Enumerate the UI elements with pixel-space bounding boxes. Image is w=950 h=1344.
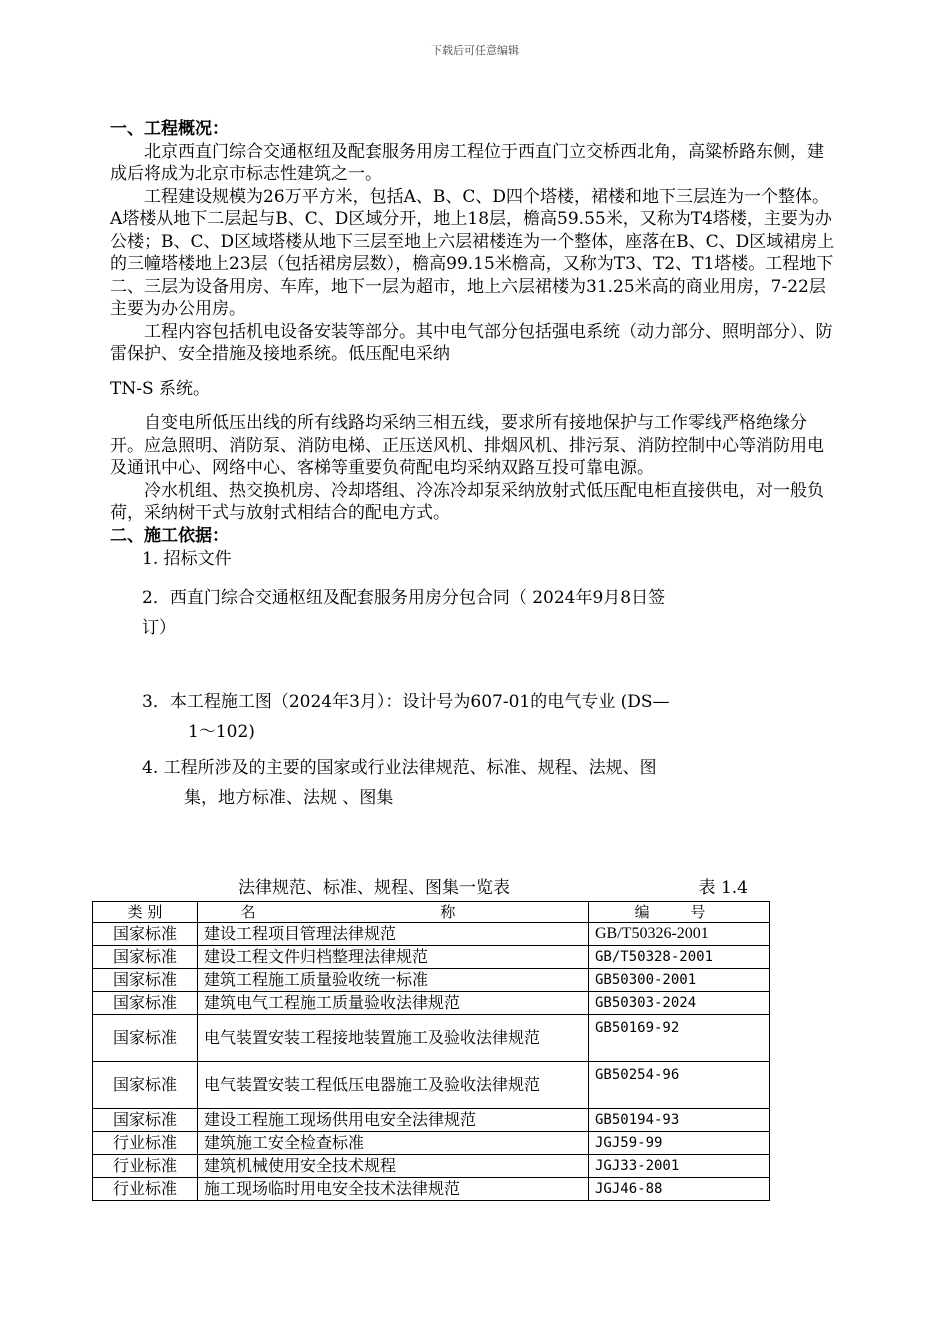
section-2-title: 二、施工依据：	[110, 525, 229, 546]
row-code: GB50303-2024	[589, 992, 770, 1015]
row-name: 建筑工程施工质量验收统一标准	[198, 969, 589, 992]
row-code: GB50169-92	[589, 1015, 770, 1062]
document-body	[110, 118, 840, 813]
table-row	[93, 1015, 770, 1062]
table-row	[93, 969, 770, 992]
basis-item-1: 1. 招标文件	[142, 549, 232, 569]
row-code: JGJ33-2001	[589, 1155, 770, 1178]
row-code: JGJ46-88	[589, 1178, 770, 1201]
basis-item-3	[110, 687, 840, 747]
row-name: 电气装置安装工程低压电器施工及验收法律规范	[198, 1062, 589, 1109]
basis-item-3-line-2: 1～102)	[188, 722, 255, 742]
paragraph-tns: TN-S 系统。	[110, 378, 211, 399]
row-name: 建设工程施工现场供用电安全法律规范	[198, 1109, 589, 1132]
basis-item-4-line-1: 4. 工程所涉及的主要的国家或行业法律规范、标准、规程、法规、图	[142, 758, 657, 778]
row-name: 建筑机械使用安全技术规程	[198, 1155, 589, 1178]
row-name: 建筑施工安全检查标准	[198, 1132, 589, 1155]
row-name: 电气装置安装工程接地装置施工及验收法律规范	[198, 1015, 589, 1062]
paragraph-scope: 工程内容包括机电设备安装等部分。其中电气部分包括强电系统（动力部分、照明部分）、防雷保护、安全措施及接地系统。低压配电采纳	[110, 321, 833, 364]
row-category: 国家标准	[93, 992, 198, 1015]
row-category: 国家标准	[93, 946, 198, 969]
basis-item-2	[110, 583, 840, 643]
row-category: 行业标准	[93, 1132, 198, 1155]
row-code: GB/T50328-2001	[589, 946, 770, 969]
page-header-note: 下载后可任意编辑	[431, 44, 519, 57]
row-category: 国家标准	[93, 1109, 198, 1132]
basis-item-4	[110, 753, 840, 813]
table-row	[93, 1109, 770, 1132]
row-code: GB50254-96	[589, 1062, 770, 1109]
table-row	[93, 992, 770, 1015]
table-row	[93, 1178, 770, 1201]
table-row	[93, 923, 770, 946]
section-1-title: 一、工程概况：	[110, 119, 229, 139]
table-number: 表 1.4	[698, 878, 748, 898]
basis-item-2-line-1: 2．西直门综合交通枢纽及配套服务用房分包合同（ 2024年9月8日签	[142, 588, 666, 608]
row-code: JGJ59-99	[589, 1132, 770, 1155]
paragraph-power-supply: 自变电所低压出线的所有线路均采纳三相五线，要求所有接地保护与工作零线严格绝缘分开。应急照明、消防泵、消防电梯、正压送风机、排烟风机、排污泵、消防控制中心等消防用电及通讯中心、网络中心、客梯等重要负荷配电均采纳双路互投可靠电源。	[110, 413, 824, 478]
basis-item-2-line-2: 订）	[142, 618, 176, 638]
row-category: 国家标准	[93, 969, 198, 992]
table-row	[93, 1132, 770, 1155]
paragraph-location: 北京西直门综合交通枢纽及配套服务用房工程位于西直门立交桥西北角，高粱桥路东侧，建成后将成为北京市标志性建筑之一。	[110, 141, 824, 184]
row-name: 建设工程项目管理法律规范	[198, 923, 589, 946]
table-caption	[238, 876, 758, 900]
table-title: 法律规范、标准、规程、图集一览表	[238, 878, 510, 898]
header-code: 编 号	[589, 902, 770, 923]
paragraph-scale: 工程建设规模为26万平方米，包括A、B、C、D四个塔楼，裙楼和地下三层连为一个整体。A塔楼从地下二层起与B、C、D区域分开，地上18层，檐高59.55米，又称为T4塔楼，主要为办公楼；B、C、D区域塔楼从地下三层至地上六层裙楼连为一个整体，座落在B、C、D区域裙房上的三幢塔楼地上23层（包括裙房层数），檐高99.15米檐高，又称为T3、T2、T1塔楼。工程地下二、三层为设备用房、车库，地下一层为超市，地上六层裙楼为31.25米高的商业用房，7-22层主要为办公用房。	[110, 186, 835, 319]
table-row	[93, 946, 770, 969]
row-code: GB/T50326-2001	[589, 923, 770, 946]
row-category: 国家标准	[93, 1015, 198, 1062]
standards-table	[92, 901, 770, 1201]
row-name: 建设工程文件归档整理法律规范	[198, 946, 589, 969]
row-code: GB50194-93	[589, 1109, 770, 1132]
row-code: GB50300-2001	[589, 969, 770, 992]
row-category: 国家标准	[93, 1062, 198, 1109]
table-header-row	[93, 902, 770, 923]
row-category: 行业标准	[93, 1178, 198, 1201]
basis-item-4-line-2: 集，地方标准、法规 、图集	[184, 788, 394, 808]
table-row	[93, 1062, 770, 1109]
paragraph-distribution: 冷水机组、热交换机房、冷却塔组、冷冻冷却泵采纳放射式低压配电柜直接供电，对一般负荷，采纳树干式与放射式相结合的配电方式。	[110, 480, 824, 523]
header-name: 名 称	[198, 902, 589, 923]
row-category: 行业标准	[93, 1155, 198, 1178]
row-category: 国家标准	[93, 923, 198, 946]
row-name: 建筑电气工程施工质量验收法律规范	[198, 992, 589, 1015]
table-row	[93, 1155, 770, 1178]
basis-item-3-line-1: 3．本工程施工图（2024年3月）：设计号为607-01的电气专业 (DS—	[142, 692, 670, 712]
row-name: 施工现场临时用电安全技术法律规范	[198, 1178, 589, 1201]
header-category: 类 别	[93, 902, 198, 923]
